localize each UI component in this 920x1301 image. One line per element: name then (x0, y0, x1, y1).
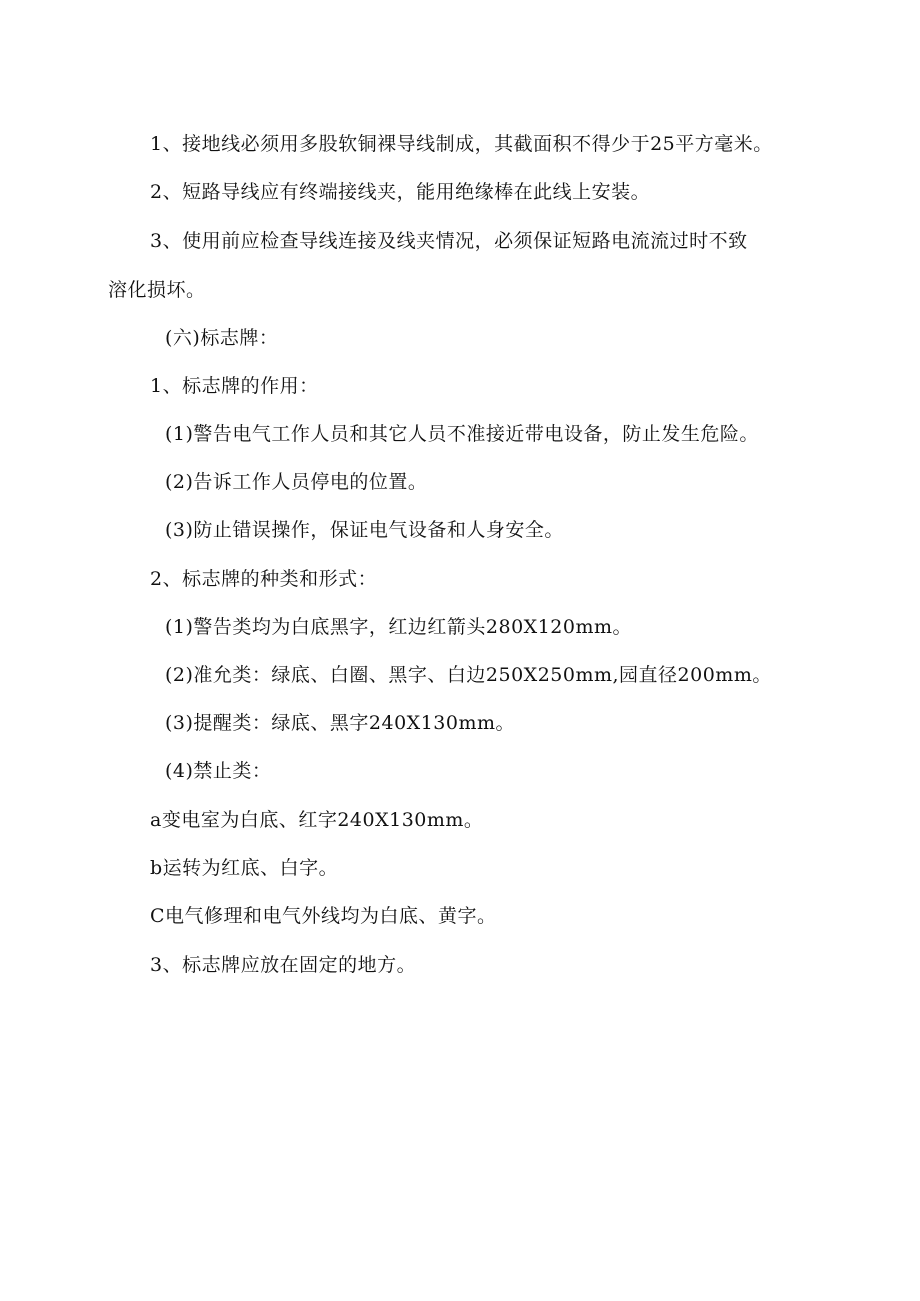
paragraph-check-before-use-continued: 溶化损坏。 (108, 279, 206, 301)
list-subitem-a: a变电室为白底、红字240X130mm。 (150, 809, 484, 831)
list-item-type-4: (4)禁止类： (165, 760, 272, 782)
list-item-purpose-1: (1)警告电气工作人员和其它人员不准接近带电设备，防止发生危险。 (165, 423, 759, 445)
subheading-sign-types: 2、标志牌的种类和形式： (150, 568, 378, 590)
paragraph-ground-wire-material: 1、接地线必须用多股软铜裸导线制成，其截面积不得少于25平方毫米。 (150, 133, 773, 155)
paragraph-sign-placement: 3、标志牌应放在固定的地方。 (150, 954, 417, 976)
paragraph-check-before-use: 3、使用前应检查导线连接及线夹情况，必须保证短路电流流过时不致 (150, 230, 748, 252)
list-item-type-1: (1)警告类均为白底黑字，红边红箭头280X120mm。 (165, 616, 633, 638)
paragraph-short-circuit-clamp: 2、短路导线应有终端接线夹，能用绝缘棒在此线上安装。 (150, 181, 651, 203)
list-subitem-c: C电气修理和电气外线均为白底、黄字。 (150, 905, 497, 927)
list-item-purpose-2: (2)告诉工作人员停电的位置。 (165, 471, 428, 493)
list-item-purpose-3: (3)防止错误操作，保证电气设备和人身安全。 (165, 519, 564, 541)
list-item-type-3: (3)提醒类：绿底、黑字240X130mm。 (165, 712, 516, 734)
section-heading-signs: (六)标志牌： (165, 327, 279, 349)
list-subitem-b: b运转为红底、白字。 (150, 857, 339, 879)
subheading-sign-purpose: 1、标志牌的作用： (150, 375, 319, 397)
list-item-type-2: (2)准允类：绿底、白圈、黑字、白边250X250mm,园直径200mm。 (165, 664, 772, 686)
